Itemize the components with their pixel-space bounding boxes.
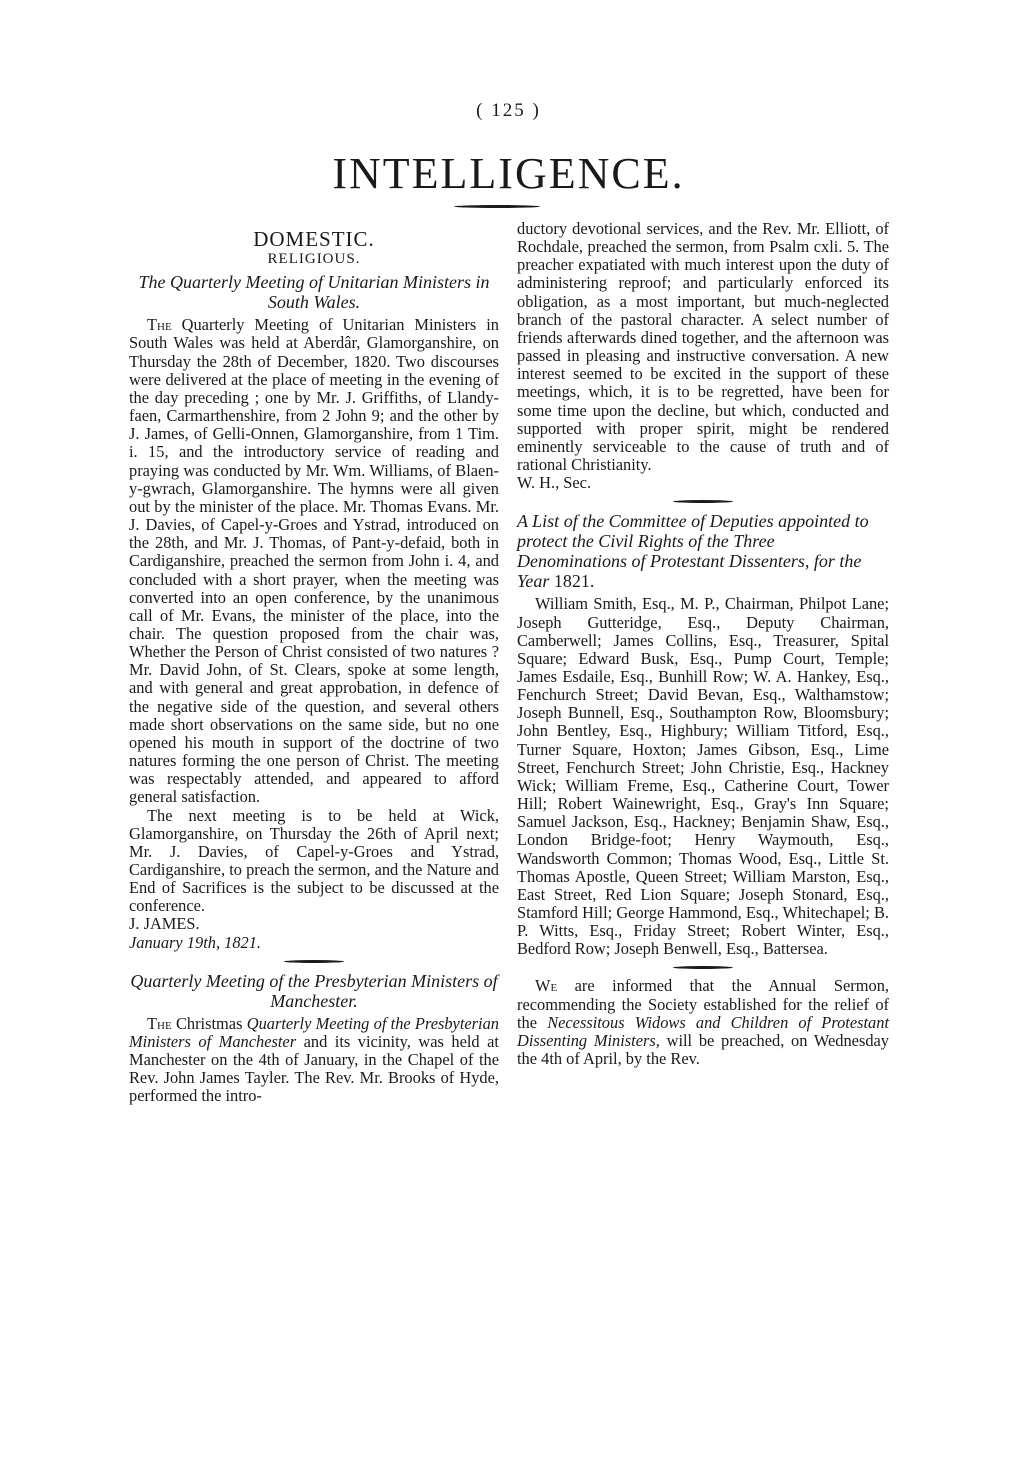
article-title: The Quarterly Meeting of Unitarian Ministers in South Wales. (138, 272, 490, 313)
paragraph-text: are informed that the Annual Sermon, recommending the Society established for the relief of the (517, 976, 889, 1032)
subsection-heading: RELIGIOUS. (267, 251, 361, 268)
article-title-text: A List of the Committee of Deputies appointed to protect the Civil Rights of the Three Denominations of Protestant Dissenters, for the Year (517, 511, 869, 592)
right-column (517, 220, 889, 1068)
paragraph-italic: Quarterly Meeting of the Presbyterian Ministers of Manchester (129, 1013, 499, 1051)
paragraph-text: Christmas (175, 1013, 243, 1033)
article-title-year: 1821. (553, 571, 595, 592)
paragraph-text: Quarterly Meeting of Unitarian Ministers in South Wales was held at Aberdâr, Glamorganshire, on Thursday the 28th of December, 1820. Two discourses were delivered at the place of meeting in the evening of the day preceding ; one by Mr. J. Griffiths, of Llandy-faen, Carmarthenshire, from 2 John 9; and the other by J. James, of Gelli-Onnen, Glamorganshire, from 1 Tim. i. 15, and the introductory service of reading and praying was conducted by Mr. Wm. Williams, of Blaen-y-gwrach, Glamorganshire. The hymns were all given out by the minister of the place. Mr. Thomas Evans. Mr. J. Davies, of Capel-y-Groes and Ystrad, introduced on the 28th, and Mr. J. Thomas, of Pant-y-defaid, both in Cardiganshire, preached the sermon from John i. 4, and concluded with a short prayer, when the meeting was converted into an open conference, by the unanimous call of Mr. Evans, the minister of the place, into the chair. The question proposed from the chair was, Whether the Person of Christ consisted of two natures ? Mr. David John, of St. Clears, spoke at some length, and with general and great approbation, in defence of the negative side of the question, and several others made short observations on the same side, but no one opened his mouth in support of the doctrine of two natures forming the one person of Christ. The meeting was respectably attended, and appeared to afford general satisfaction. (129, 315, 499, 807)
article-paragraph (517, 977, 889, 1068)
paragraph-text: will be preached, on Wednesday the 4th of April, by the Rev. (517, 1030, 889, 1069)
article-paragraph: The next meeting is to be held at Wick, Glamorganshire, on Thursday the 26th of April next; Mr. J. Davies, of Capel-y-Groes and Ystrad, Cardiganshire, to preach the sermon, and the Nature and End of Sacrifices is the subject to be discussed at the conference. (129, 805, 499, 916)
title-rule (454, 205, 540, 208)
drop-word: The (147, 1013, 172, 1033)
article-title: Quarterly Meeting of the Presbyterian Ministers of Manchester. (130, 970, 498, 1011)
drop-word: The (147, 315, 172, 335)
section-separator (673, 500, 733, 503)
signature: J. JAMES. (129, 914, 200, 934)
page-number: ( 125 ) (476, 100, 541, 121)
paragraph-italic: Necessitous Widows and Children of Protestant Dissenting Ministers, (517, 1012, 889, 1050)
article-title (517, 511, 889, 591)
left-column (129, 220, 499, 1106)
signature: W. H., Sec. (517, 473, 592, 493)
article-paragraph: William Smith, Esq., M. P., Chairman, Philpot Lane; Joseph Gutteridge, Esq., Deputy Chairman, Camberwell; James Collins, Esq., Treasurer, Spital Square; Edward Busk, Esq., Pump Court, Temple; James Esdaile, Esq., Bunhill Row; W. A. Hankey, Esq., Fenchurch Street; David Bevan, Esq., Walthamstow; Joseph Bunnell, Esq., Southampton Row, Bloomsbury; John Bentley, Esq., Highbury; William Titford, Esq., Turner Square, Hoxton; James Gibson, Esq., Lime Street, Fenchurch Street; John Christie, Esq., Hackney Wick; William Freme, Esq., Catherine Court, Tower Hill; Robert Wainewright, Esq., Gray's Inn Square; Samuel Jackson, Esq., Hackney; Benjamin Shaw, Esq., London Bridge-foot; Henry Waymouth, Esq., Wandsworth Common; Thomas Wood, Esq., Little St. Thomas Apostle, Queen Street; William Marston, Esq., East Street, Red Lion Square; Joseph Stonard, Esq., Stamford Hill; George Hammond, Esq., Whitechapel; B. P. Witts, Esq., Friday Street; Robert Winter, Esq., Bedford Row; Joseph Benwell, Esq., Battersea. (517, 594, 889, 959)
section-heading: DOMESTIC. (253, 227, 375, 251)
section-separator (673, 966, 733, 969)
page-title: INTELLIGENCE. (332, 149, 685, 198)
paragraph-text: and its vicinity, was held at Manchester on the 4th of January, in the Chapel of the Rev. John James Tayler. The Rev. Mr. Brooks of Hyde, performed the intro- (129, 1031, 499, 1106)
article-paragraph (129, 1015, 499, 1106)
drop-word: We (535, 976, 558, 996)
dateline: January 19th, 1821. (129, 932, 262, 952)
article-paragraph (129, 316, 499, 806)
article-continuation: ductory devotional services, and the Rev. Mr. Elliott, of Rochdale, preached the sermon, from Psalm cxli. 5. The preacher expatiated with much interest upon the duty of administering reproof; and particularly enforced its obligation, as a most important, but much-neglected branch of the pastoral character. A select number of friends afterwards dined together, and the afternoon was passed in pleasing and instructive conversation. A new interest seemed to be excited in the support of these meetings, which, it is to be regretted, have been for some time upon the decline, but which, conducted and supported with proper spirit, might be rendered eminently serviceable to the cause of truth and of rational Christianity. (517, 219, 889, 475)
section-separator (284, 960, 344, 963)
